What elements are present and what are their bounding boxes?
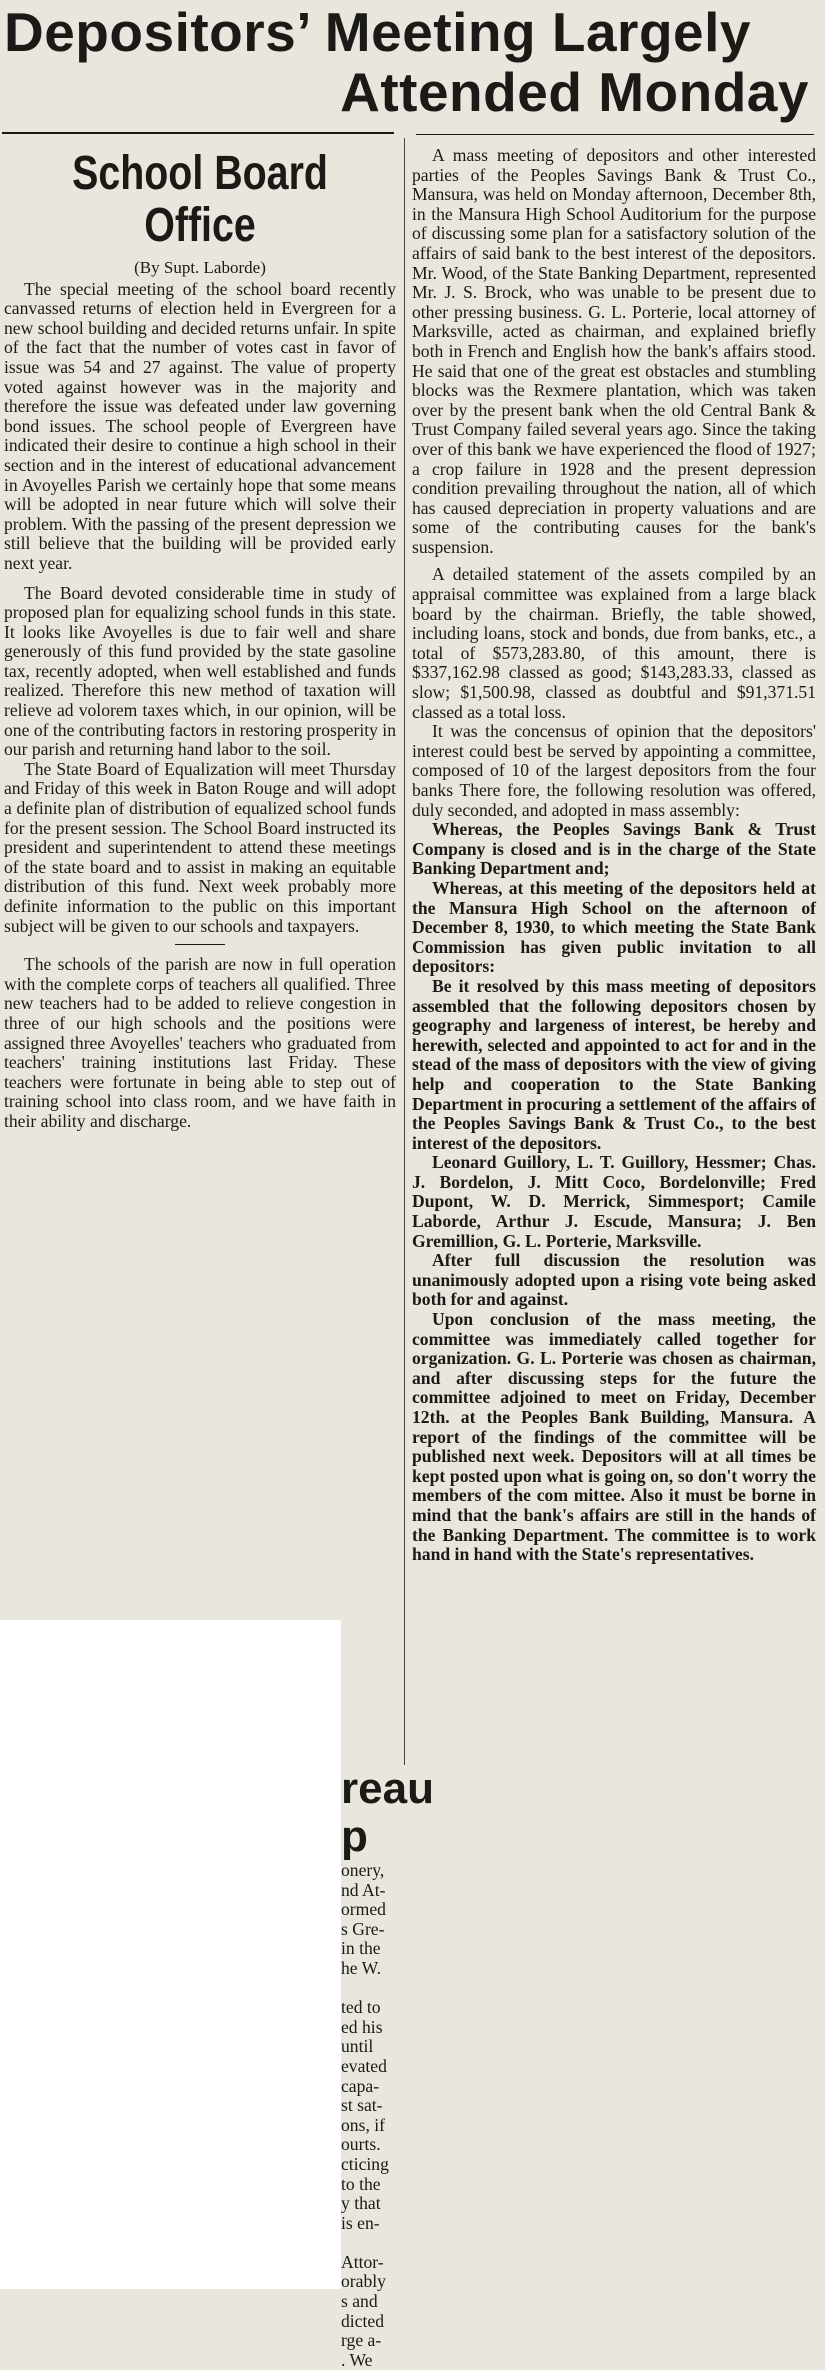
fragment-line: orably [341, 2271, 386, 2292]
blank-area [0, 1620, 341, 2289]
fragment-line: s Gre- [341, 1918, 385, 1939]
fragment-line: cticing [341, 2153, 389, 2174]
fragment-line: is en- [341, 2212, 380, 2233]
paragraph: The State Board of Equalization will meet Thursday and Friday of this week in Baton Rouge and will adopt a definite plan of distribution of equalized school funds for the present session. The School Board instructed its president and superintendent to attend these meetings of the state board and to assist in making an equitable distribution of this fund. Next week probably more definite information to the public on this important subject will be given to our schools and taxpayers. [4, 758, 396, 936]
fragment-line: . We [341, 2349, 373, 2370]
resolution-paragraph: Whereas, at this meeting of the depositors held at the Mansura High School on the afternoon of December 8, 1930, to which meeting the State Bank Commission has given public invitation to all depositors: [412, 877, 816, 977]
byline: (By Supt. Laborde) [134, 258, 266, 277]
section-separator [175, 944, 225, 945]
resolution-paragraph: Be it resolved by this mass meeting of depositors assembled that the following depositors chosen by geography and largeness of interest, be hereby and herewith, selected and appointed to act for and in the stead of the mass of depositors with the view of giving help and cooperation to the State Banking Department in procuring a settlement of the affairs of the Peoples Savings Bank & Trust Co., to the best interest of the depositors. [412, 975, 816, 1153]
paragraph: A detailed statement of the assets compiled by an appraisal committee was explained from a large black board by the chairman. Briefly, the table showed, including loans, stock and bonds, due from banks, etc., a total of $573,283.80, of this amount, there is $337,162.98 classed as good; $143,283.33, classed as slow; $1,500.98, classed as doubtful and $91,371.51 classed as a total loss. [412, 564, 816, 722]
resolution-block [412, 820, 816, 1565]
fragment-line: y that [341, 2193, 381, 2214]
paragraph: The special meeting of the school board recently canvassed returns of election held in Evergreen for a new school building and decided returns unfair. In spite of the fact that the number of votes cast in favor of issue was 54 and 27 against. The value of property voted against however was in the majority and therefore the issue was defeated under law governing bond issues. The school people of Evergreen have indicated their desire to continue a high school in their section and in the interest of educational advancement in Avoyelles Parish we certainly hope that some means will be adopted in near future which will solve their problem. With the passing of the present depression we still believe that the building will be provided early next year. [4, 278, 396, 573]
school-board-article [4, 140, 396, 1132]
fragment-heading: p [341, 1812, 368, 1861]
clipped-column-fragment [341, 1764, 434, 2370]
headline-line-1: Depositors’ Meeting Largely [4, 1, 752, 63]
fragment-line: Attor- [341, 2251, 384, 2272]
depositors-meeting-article [412, 146, 816, 1565]
resolution-paragraph: After full discussion the resolution was unanimously adopted upon a rising vote being asked both for and against. [412, 1250, 816, 1310]
column-top-rule-left [2, 132, 394, 134]
fragment-line: ed his [341, 2016, 383, 2037]
fragment-line: evated [341, 2055, 387, 2076]
fragment-line: ormed [341, 1899, 386, 1920]
fragment-line: dicted [341, 2310, 384, 2331]
fragment-heading: reau [341, 1764, 434, 1813]
fragment-line: ourts. [341, 2134, 381, 2155]
committee-members: Leonard Guillory, L. T. Guillory, Hessmer; Chas. J. Bordelon, J. Mitt Coco, Bordelonville; Fred Dupont, W. D. Merrick, Simmesport; Camile Laborde, Arthur J. Escude, Mansura; J. Ben Gremillion, G. L. Porterie, Marksville. [412, 1152, 816, 1251]
fragment-line: in the [341, 1938, 381, 1959]
fragment-line: s and [341, 2291, 378, 2312]
paragraph: A mass meeting of depositors and other interested parties of the Peoples Savings Bank & Trust Co., Mansura, was held on Monday afternoon, December 8th, in the Mansura High School Auditorium for the purpose of discussing some plan for a satisfactory solution of the affairs of said bank to the best interest of the depositors. Mr. Wood, of the State Banking Department, represented Mr. J. S. Brock, who was unable to be present due to other pressing business. G. L. Porterie, local attorney of Marksville, acted as chairman, and explained briefly both in French and English how the bank's affairs stood. He said that one of the great est obstacles and stumbling blocks was the Rexmere plantation, which was taken over by the present bank when the old Central Bank & Trust Company failed several years ago. Since the taking over of this bank we have experienced the flood of 1927; a crop failure in 1928 and the present depression condition prevailing throughout the nation, all of which has caused depreciation in property valuations and are some of the contributing causes for the bank's suspension. [412, 145, 816, 557]
headline-line-2: Attended Monday [340, 61, 809, 123]
fragment-line: rge a- [341, 2330, 382, 2351]
fragment-line: ted to [341, 1997, 381, 2018]
fragment-line: he W. [341, 1957, 382, 1978]
article-title-line-1: School Board [72, 147, 328, 200]
fragment-line: st sat- [341, 2095, 383, 2116]
resolution-paragraph: Whereas, the Peoples Savings Bank & Trust Company is closed and is in the charge of the State Banking Department and; [412, 819, 816, 879]
fragment-line: until [341, 2036, 374, 2057]
fragment-line: capa- [341, 2075, 380, 2096]
fragment-line: onery, [341, 1860, 385, 1880]
resolution-paragraph: Upon conclusion of the mass meeting, the committee was immediately called together for organization. G. L. Porterie was chosen as chairman, and after discussing steps for the future the committee adjoined to meet on Friday, December 12th. at the Peoples Bank Building, Mansura. A report of the findings of the committee will be published next week. Depositors will at all times be kept posted upon what is going on, so don't worry the members of the com mittee. Also it must be borne in mind that the bank's affairs are still in the hands of the Banking Department. The committee is to work hand in hand with the State's representatives. [412, 1309, 816, 1565]
fragment-line: to the [341, 2173, 381, 2194]
article-title-line-2: Office [144, 199, 256, 252]
column-top-rule-right [416, 134, 814, 135]
paragraph: It was the concensus of opinion that the depositors' interest could best be served by appointing a committee, composed of 10 of the largest depositors from the four banks There fore, the following resolution was offered, duly seconded, and adopted in mass assembly: [412, 721, 816, 820]
paragraph: The Board devoted considerable time in study of proposed plan for equalizing school funds in this state. It looks like Avoyelles is due to fair well and share generously of this fund provided by the state gasoline tax, recently adopted, when well established and funds realized. Therefore this new method of taxation will relieve ad volorem taxes which, in our opinion, will be one of the contributing factors in restoring prosperity in our parish and returning hand labor to the soil. [4, 582, 396, 760]
article-title [39, 148, 360, 252]
fragment-line: ons, if [341, 2114, 385, 2135]
fragment-line: nd At- [341, 1879, 386, 1900]
paragraph: The schools of the parish are now in full operation with the complete corps of teachers all qualified. Three new teachers had to be added to relieve congestion in three of our high schools and the positions were assigned three Avoyelles' teachers who graduated from teachers' training institutions last Friday. These teachers were fortunate in being able to step out of training school into class room, and we have faith in their ability and discharge. [4, 954, 396, 1131]
fragment-line [341, 1979, 405, 1999]
fragment-line [341, 2233, 405, 2253]
